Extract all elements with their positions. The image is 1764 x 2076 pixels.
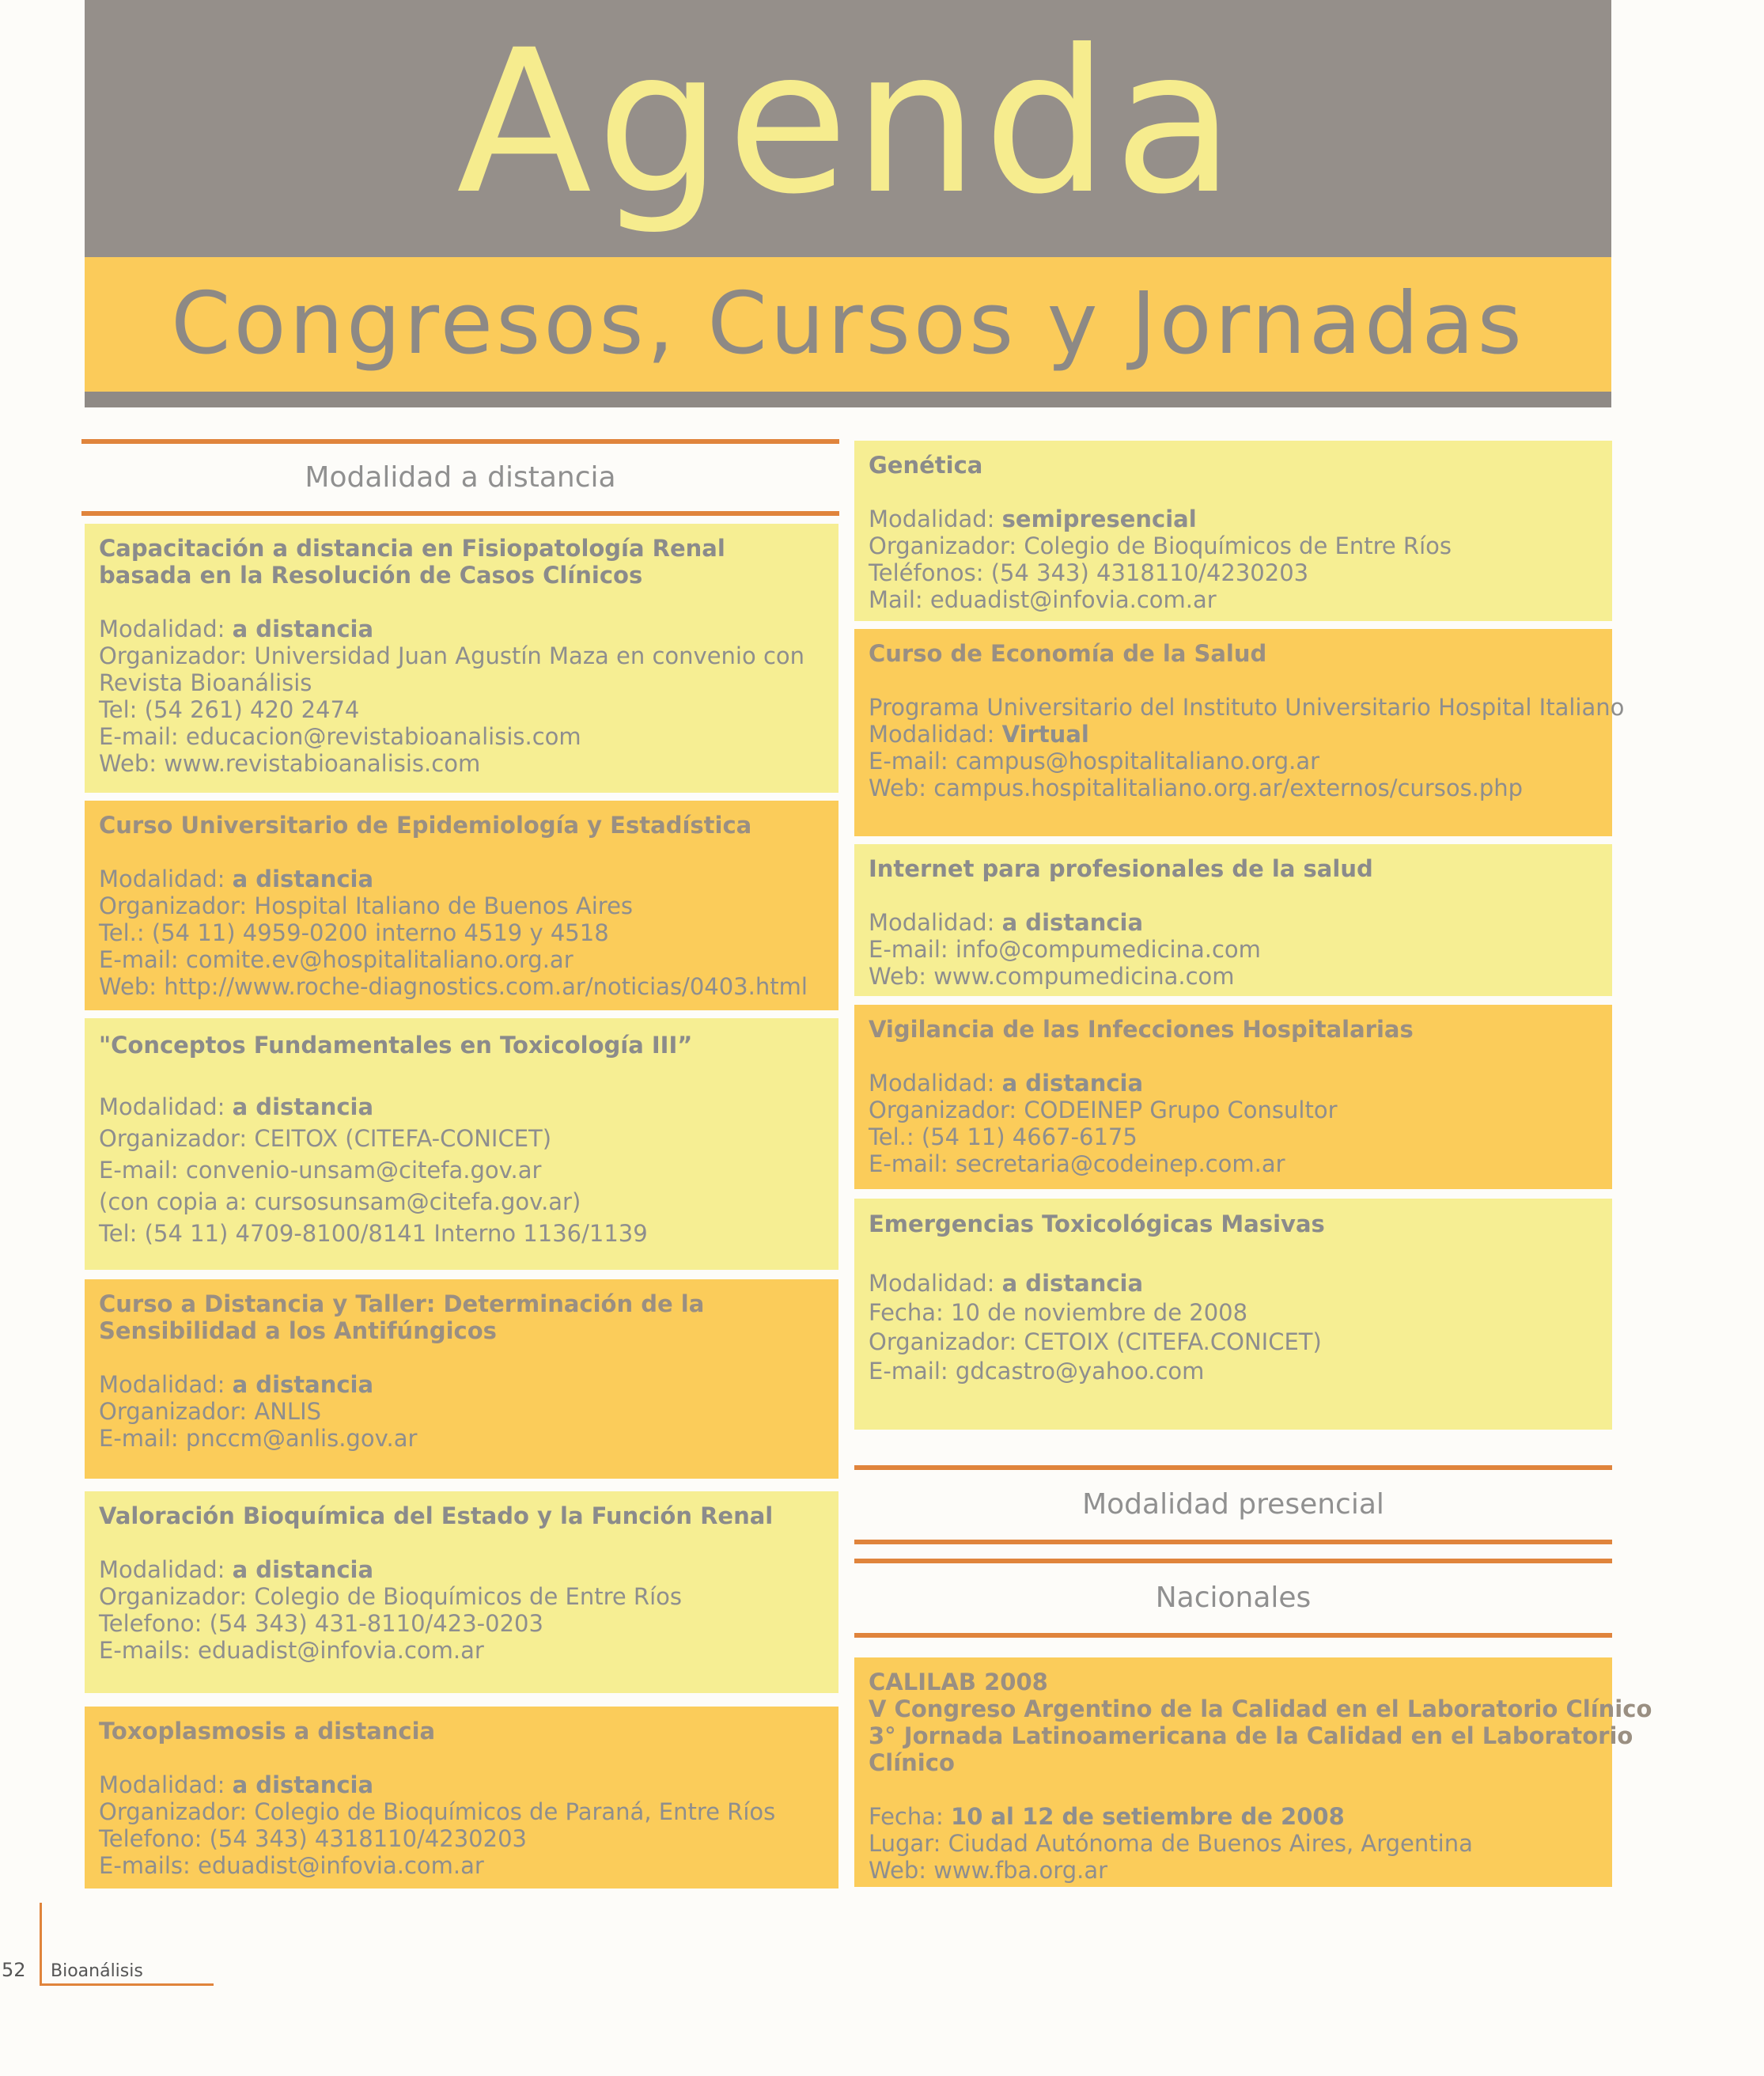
event-detail: Tel.: (54 11) 4959-0200 interno 4519 y 4518 bbox=[99, 919, 609, 946]
event-card bbox=[854, 1657, 1652, 1887]
event-detail: Organizador: ANLIS bbox=[99, 1398, 322, 1425]
event-detail: Lugar: Ciudad Autónoma de Buenos Aires, Argentina bbox=[869, 1830, 1473, 1857]
section-label: Modalidad presencial bbox=[1082, 1488, 1384, 1521]
event-detail: Web: www.compumedicina.com bbox=[869, 963, 1235, 990]
section-modalidad-presencial bbox=[854, 1465, 1612, 1544]
event-modalidad: Modalidad: a distancia bbox=[869, 909, 1144, 936]
section-label: Modalidad a distancia bbox=[305, 461, 616, 494]
footer-rule-horizontal bbox=[40, 1983, 214, 1986]
event-detail: Organizador: Hospital Italiano de Buenos Aires bbox=[99, 892, 634, 919]
event-modalidad: Modalidad: a distancia bbox=[99, 1093, 374, 1120]
event-detail: E-mail: educacion@revistabioanalisis.com bbox=[99, 723, 581, 750]
event-detail: Tel: (54 261) 420 2474 bbox=[99, 696, 360, 723]
event-card bbox=[85, 1279, 838, 1479]
event-modalidad: Modalidad: a distancia bbox=[99, 1556, 374, 1583]
event-card bbox=[854, 1199, 1612, 1430]
event-detail: Organizador: CETOIX (CITEFA.CONICET) bbox=[869, 1328, 1322, 1355]
event-title: Valoración Bioquímica del Estado y la Función Renal bbox=[99, 1502, 774, 1529]
event-card bbox=[854, 1005, 1612, 1189]
event-modalidad: Modalidad: a distancia bbox=[869, 1070, 1144, 1097]
event-detail: Web: www.fba.org.ar bbox=[869, 1857, 1108, 1884]
event-card bbox=[85, 1707, 838, 1888]
event-detail: Mail: eduadist@infovia.com.ar bbox=[869, 586, 1217, 613]
event-modalidad: Modalidad: a distancia bbox=[869, 1270, 1144, 1297]
event-title: Vigilancia de las Infecciones Hospitalarias bbox=[869, 1016, 1414, 1043]
event-detail: Web: www.revistabioanalisis.com bbox=[99, 750, 481, 777]
event-title: Toxoplasmosis a distancia bbox=[99, 1718, 436, 1745]
event-title-line: CALILAB 2008 bbox=[869, 1669, 1048, 1695]
page-number: 52 bbox=[2, 1959, 26, 1981]
event-modalidad: Modalidad: a distancia bbox=[99, 1771, 374, 1798]
event-detail: Organizador: Colegio de Bioquímicos de Entre Ríos bbox=[99, 1583, 682, 1610]
event-detail: (con copia a: cursosunsam@citefa.gov.ar) bbox=[99, 1188, 581, 1215]
event-program: Programa Universitario del Instituto Universitario Hospital Italiano bbox=[869, 694, 1625, 721]
event-title: "Conceptos Fundamentales en Toxicología III” bbox=[99, 1032, 693, 1059]
event-modalidad: Modalidad: a distancia bbox=[99, 866, 374, 892]
event-detail: Organizador: Colegio de Bioquímicos de Paraná, Entre Ríos bbox=[99, 1798, 776, 1825]
event-detail: Organizador: CODEINEP Grupo Consultor bbox=[869, 1097, 1338, 1123]
event-title-line: V Congreso Argentino de la Calidad en el Laboratorio Clínico bbox=[869, 1695, 1652, 1722]
footer-rule-vertical bbox=[40, 1903, 42, 1986]
event-detail: Tel.: (54 11) 4667-6175 bbox=[869, 1123, 1138, 1150]
event-title: Genética bbox=[869, 452, 983, 479]
event-title-line: Clínico bbox=[869, 1749, 955, 1776]
event-detail: E-mail: pnccm@anlis.gov.ar bbox=[99, 1425, 418, 1452]
event-modalidad: Modalidad: a distancia bbox=[99, 1371, 374, 1398]
event-title-line: 3° Jornada Latinoamericana de la Calidad en el Laboratorio bbox=[869, 1722, 1633, 1749]
event-detail: Web: http://www.roche-diagnostics.com.ar/noticias/0403.html bbox=[99, 973, 808, 1000]
event-title: Curso de Economía de la Salud bbox=[869, 640, 1267, 667]
section-modalidad-distancia bbox=[81, 439, 839, 516]
event-detail: Web: campus.hospitalitaliano.org.ar/externos/cursos.php bbox=[869, 775, 1524, 801]
event-detail: Revista Bioanálisis bbox=[99, 669, 312, 696]
event-card bbox=[85, 524, 838, 793]
event-modalidad: Modalidad: a distancia bbox=[99, 616, 374, 642]
event-card bbox=[85, 1018, 838, 1270]
event-title bbox=[869, 1669, 1652, 1776]
event-modalidad: Modalidad: semipresencial bbox=[869, 506, 1197, 532]
section-label: Nacionales bbox=[1155, 1582, 1312, 1614]
event-detail: Organizador: CEITOX (CITEFA-CONICET) bbox=[99, 1125, 552, 1152]
event-card bbox=[85, 801, 838, 1010]
event-detail: E-mail: gdcastro@yahoo.com bbox=[869, 1358, 1205, 1385]
event-detail: E-mail: convenio-unsam@citefa.gov.ar bbox=[99, 1157, 542, 1184]
event-modalidad: Modalidad: Virtual bbox=[869, 721, 1089, 748]
event-title: Internet para profesionales de la salud bbox=[869, 855, 1373, 882]
magazine-name: Bioanálisis bbox=[51, 1961, 143, 1981]
event-card bbox=[854, 844, 1612, 996]
event-detail: Tel: (54 11) 4709-8100/8141 Interno 1136/1139 bbox=[99, 1220, 648, 1247]
page-title: Agenda bbox=[456, 7, 1240, 237]
event-detail: Organizador: Colegio de Bioquímicos de Entre Ríos bbox=[869, 532, 1452, 559]
event-detail: Fecha: 10 de noviembre de 2008 bbox=[869, 1299, 1248, 1326]
section-nacionales bbox=[854, 1559, 1612, 1638]
event-detail: E-mail: secretaria@codeinep.com.ar bbox=[869, 1150, 1285, 1177]
event-card bbox=[854, 629, 1625, 836]
event-card bbox=[854, 441, 1612, 621]
event-detail: E-mails: eduadist@infovia.com.ar bbox=[99, 1637, 484, 1664]
event-title: Curso a Distancia y Taller: Determinación de la Sensibilidad a los Antifúngicos bbox=[99, 1290, 705, 1344]
event-detail: E-mail: comite.ev@hospitalitaliano.org.ar bbox=[99, 946, 573, 973]
event-title: Emergencias Toxicológicas Masivas bbox=[869, 1210, 1325, 1237]
header-divider bbox=[85, 392, 1611, 407]
event-detail: E-mail: info@compumedicina.com bbox=[869, 936, 1261, 963]
page-subtitle: Congresos, Cursos y Jornadas bbox=[85, 257, 1611, 392]
event-title: Capacitación a distancia en Fisiopatología Renal basada en la Resolución de Casos Clínicos bbox=[99, 535, 725, 589]
event-detail: Telefono: (54 343) 431-8110/423-0203 bbox=[99, 1610, 543, 1637]
event-detail: Organizador: Universidad Juan Agustín Maza en convenio con bbox=[99, 642, 805, 669]
event-card bbox=[85, 1491, 838, 1693]
event-detail: Telefono: (54 343) 4318110/4230203 bbox=[99, 1825, 527, 1852]
event-title: Curso Universitario de Epidemiología y Estadística bbox=[99, 812, 752, 839]
event-detail: Teléfonos: (54 343) 4318110/4230203 bbox=[869, 559, 1309, 586]
event-fecha: Fecha: 10 al 12 de setiembre de 2008 bbox=[869, 1803, 1345, 1830]
event-detail: E-mails: eduadist@infovia.com.ar bbox=[99, 1852, 484, 1879]
event-detail: E-mail: campus@hospitalitaliano.org.ar bbox=[869, 748, 1320, 775]
